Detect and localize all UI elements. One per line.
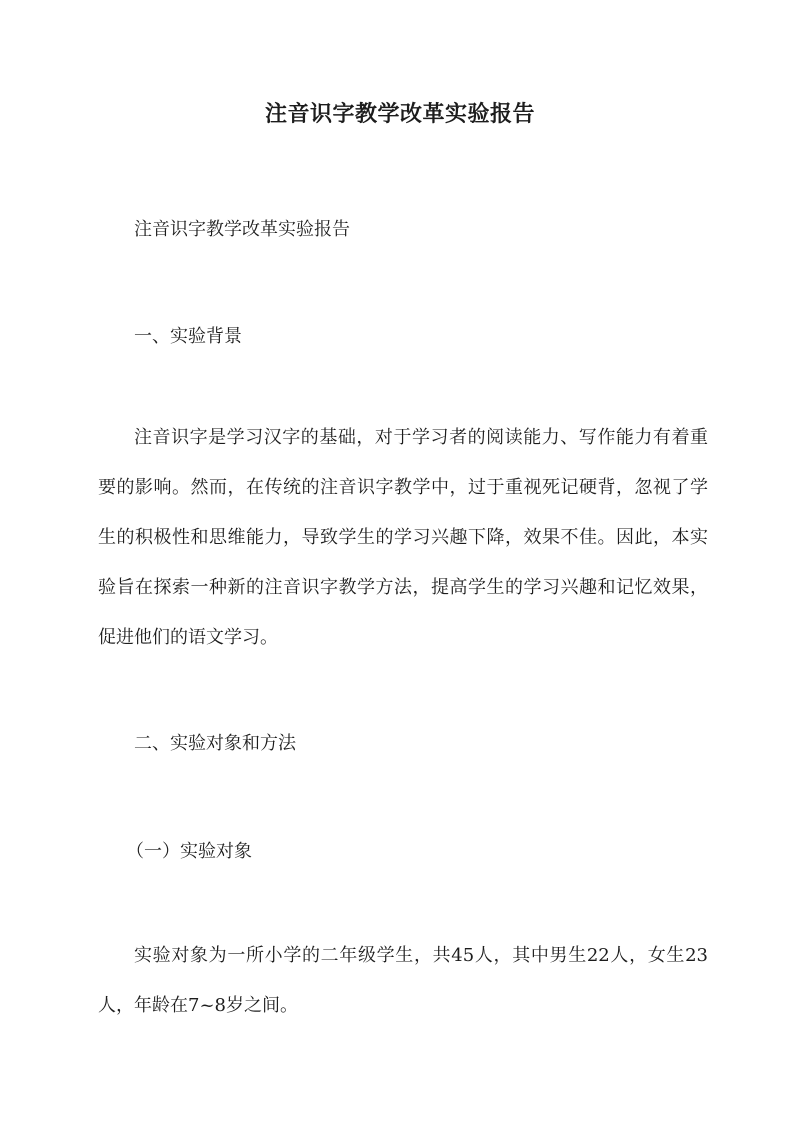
subsection-1-heading: （一）实验对象 — [126, 841, 252, 862]
section-1-paragraph: 注音识字是学习汉字的基础，对于学习者的阅读能力、写作能力有着重要的影响。然而，在传统的注音识字教学中，过于重视死记硬背，忽视了学生的积极性和思维能力，导致学生的学习兴趣下降，效果不佳。因此，本实验旨在探索一种新的注音识字教学方法，提高学生的学习兴趣和记忆效果，促进他们的语文学习。 — [98, 427, 708, 648]
section-1-heading: 一、实验背景 — [134, 326, 242, 347]
subsection-1-paragraph: 实验对象为一所小学的二年级学生，共45人，其中男生22人，女生23人，年龄在7~8岁之间。 — [98, 945, 708, 1016]
document-subtitle: 注音识字教学改革实验报告 — [134, 219, 350, 240]
document-title: 注音识字教学改革实验报告 — [264, 101, 535, 127]
section-2-heading: 二、实验对象和方法 — [134, 733, 296, 754]
